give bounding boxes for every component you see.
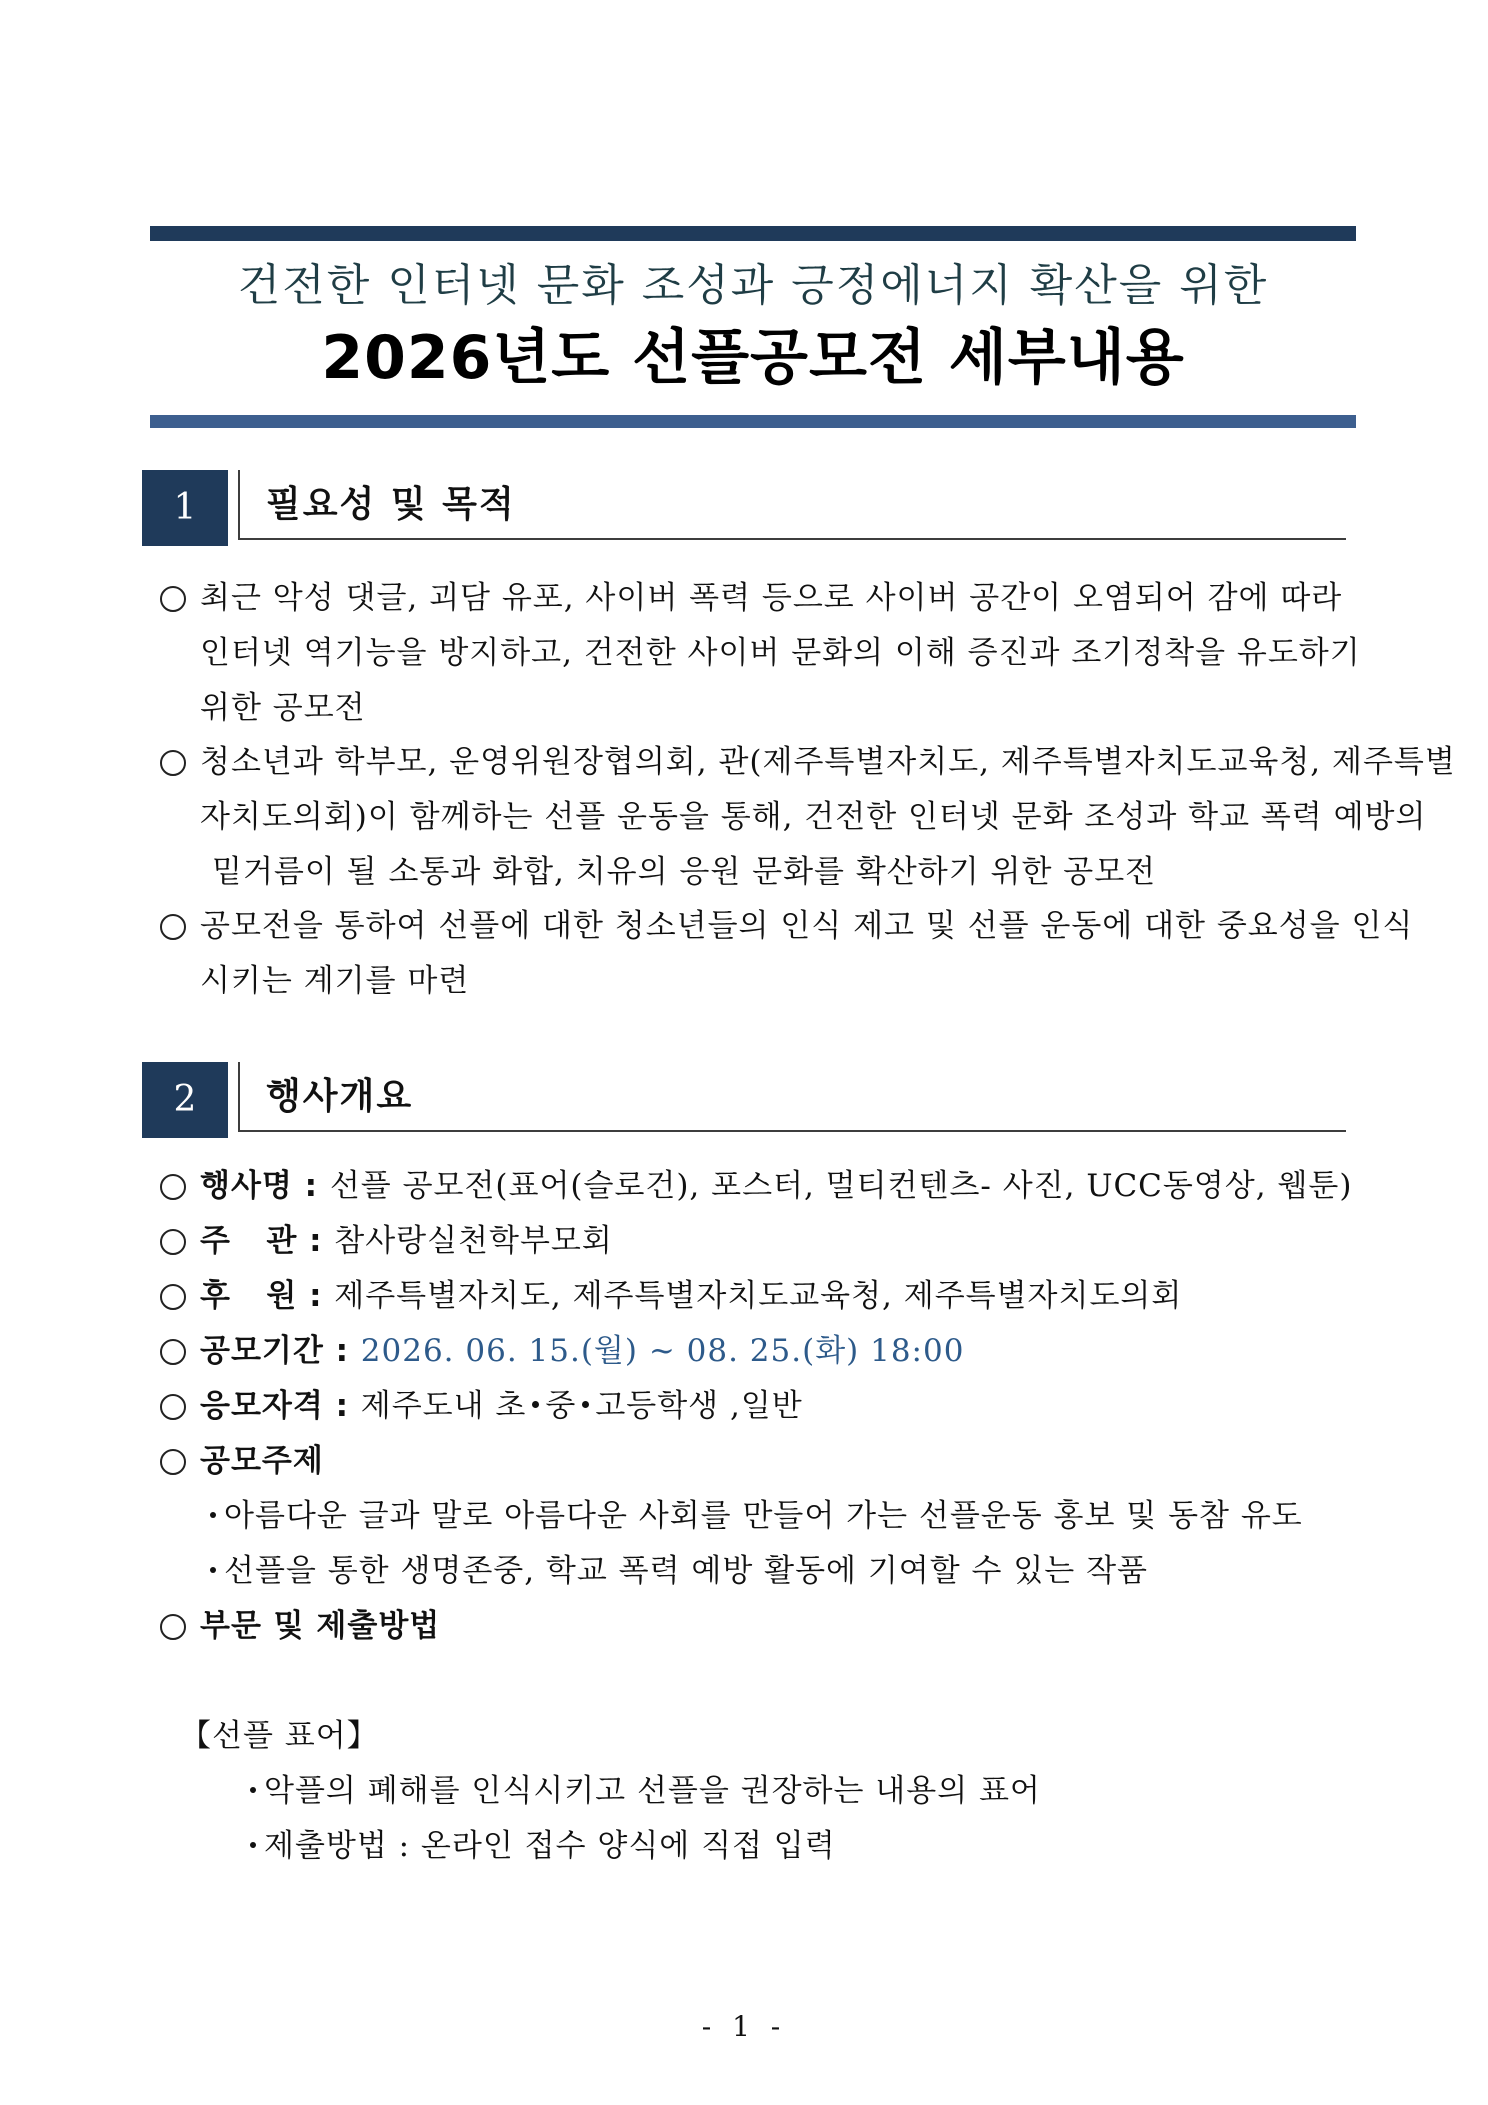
circle-bullet-icon <box>160 750 186 776</box>
circle-bullet-icon <box>160 1339 186 1365</box>
title-bar-bottom <box>150 415 1356 428</box>
period-value: 2026. 06. 15.(월) ~ 08. 25.(화) 18:00 <box>360 1333 965 1369</box>
organizer-label: 주 관 <box>200 1223 298 1259</box>
eligibility-sep: : <box>323 1388 361 1424</box>
event-name-row <box>200 1166 1352 1206</box>
section-1-underline <box>238 538 1346 540</box>
page-number: - 1 - <box>701 2010 787 2043</box>
section-1-title: 필요성 및 목적 <box>266 484 516 525</box>
section-1-number: 1 <box>142 470 228 546</box>
purpose-line-5: 자치도의회)이 함께하는 선플 운동을 통해, 건전한 인터넷 문화 조성과 학교 폭력 예방의 <box>200 799 1427 835</box>
circle-bullet-icon <box>160 1284 186 1310</box>
circle-bullet-icon <box>160 1174 186 1200</box>
purpose-line-7: 공모전을 통하여 선플에 대한 청소년들의 인식 제고 및 선플 운동에 대한 중요성을 인식 <box>200 908 1414 944</box>
section-2-divider <box>238 1062 240 1132</box>
purpose-line-3: 위한 공모전 <box>200 690 366 726</box>
eligibility-label: 응모자격 <box>200 1388 324 1424</box>
bullet-dot-icon <box>210 1512 216 1518</box>
middle-dot-icon <box>582 1401 589 1408</box>
bullet-dot-icon <box>250 1842 256 1848</box>
event-name-label: 행사명 <box>200 1168 293 1204</box>
section-1-divider <box>238 470 240 540</box>
category-point-2 <box>250 1826 836 1866</box>
sponsor-value: 제주특별자치도, 제주특별자치도교육청, 제주특별자치도의회 <box>334 1278 1183 1314</box>
eligibility-row <box>200 1386 803 1426</box>
theme-point-1-text: 아름다운 글과 말로 아름다운 사회를 만들어 가는 선플운동 홍보 및 동참 유도 <box>224 1498 1303 1534</box>
sponsor-label: 후 원 <box>200 1278 298 1314</box>
eligibility-value-b: 중 <box>545 1388 577 1424</box>
eligibility-value-a: 제주도내 초 <box>360 1388 527 1424</box>
category-title: 【선플 표어】 <box>180 1718 379 1754</box>
period-label: 공모기간 <box>200 1333 324 1369</box>
theme-label: 공모주제 <box>200 1443 324 1479</box>
circle-bullet-icon <box>160 1394 186 1420</box>
section-2-gap <box>228 1062 236 1138</box>
event-name-value: 선플 공모전(표어(슬로건), 포스터, 멀티컨텐츠- 사진, UCC동영상, 웹툰) <box>329 1168 1353 1204</box>
purpose-line-8: 시키는 계기를 마련 <box>200 963 470 999</box>
theme-point-2 <box>210 1551 1148 1591</box>
organizer-row <box>200 1221 613 1261</box>
document-subtitle: 건전한 인터넷 문화 조성과 긍정에너지 확산을 위한 <box>237 260 1269 311</box>
circle-bullet-icon <box>160 1449 186 1475</box>
purpose-line-6: 밑거름이 될 소통과 화합, 치유의 응원 문화를 확산하기 위한 공모전 <box>212 854 1157 890</box>
section-1-gap <box>228 470 236 546</box>
bullet-dot-icon <box>210 1567 216 1573</box>
circle-bullet-icon <box>160 1229 186 1255</box>
section-2-header <box>142 1062 1346 1138</box>
organizer-sep: : <box>297 1223 335 1259</box>
section-2-number: 2 <box>142 1062 228 1138</box>
middle-dot-icon <box>532 1401 539 1408</box>
eligibility-value-c: 고등학생 ,일반 <box>595 1388 803 1424</box>
period-sep: : <box>323 1333 361 1369</box>
purpose-line-1: 최근 악성 댓글, 괴담 유포, 사이버 폭력 등으로 사이버 공간이 오염되어 감에 따라 <box>200 580 1343 616</box>
bullet-dot-icon <box>250 1787 256 1793</box>
category-section-label: 부문 및 제출방법 <box>200 1608 441 1644</box>
sponsor-sep: : <box>297 1278 335 1314</box>
event-name-sep: : <box>292 1168 330 1204</box>
circle-bullet-icon <box>160 586 186 612</box>
purpose-line-4: 청소년과 학부모, 운영위원장협의회, 관(제주특별자치도, 제주특별자치도교육청, 제주특별 <box>200 744 1456 780</box>
section-2-underline <box>238 1130 1346 1132</box>
category-point-1-text: 악플의 폐해를 인식시키고 선플을 권장하는 내용의 표어 <box>264 1773 1041 1809</box>
purpose-line-2: 인터넷 역기능을 방지하고, 건전한 사이버 문화의 이해 증진과 조기정착을 유도하기 <box>200 635 1361 671</box>
category-point-1 <box>250 1771 1041 1811</box>
title-block <box>150 226 1356 428</box>
sponsor-row <box>200 1276 1182 1316</box>
organizer-value: 참사랑실천학부모회 <box>334 1223 613 1259</box>
section-1-header <box>142 470 1346 546</box>
period-row <box>200 1331 964 1371</box>
section-2-title: 행사개요 <box>266 1076 414 1117</box>
circle-bullet-icon <box>160 914 186 940</box>
document-title: 2026년도 선플공모전 세부내용 <box>321 323 1185 393</box>
circle-bullet-icon <box>160 1614 186 1640</box>
theme-point-2-text: 선플을 통한 생명존중, 학교 폭력 예방 활동에 기여할 수 있는 작품 <box>224 1553 1148 1589</box>
theme-point-1 <box>210 1496 1303 1536</box>
title-bar-top <box>150 226 1356 241</box>
category-point-2-text: 제출방법 : 온라인 접수 양식에 직접 입력 <box>264 1828 836 1864</box>
